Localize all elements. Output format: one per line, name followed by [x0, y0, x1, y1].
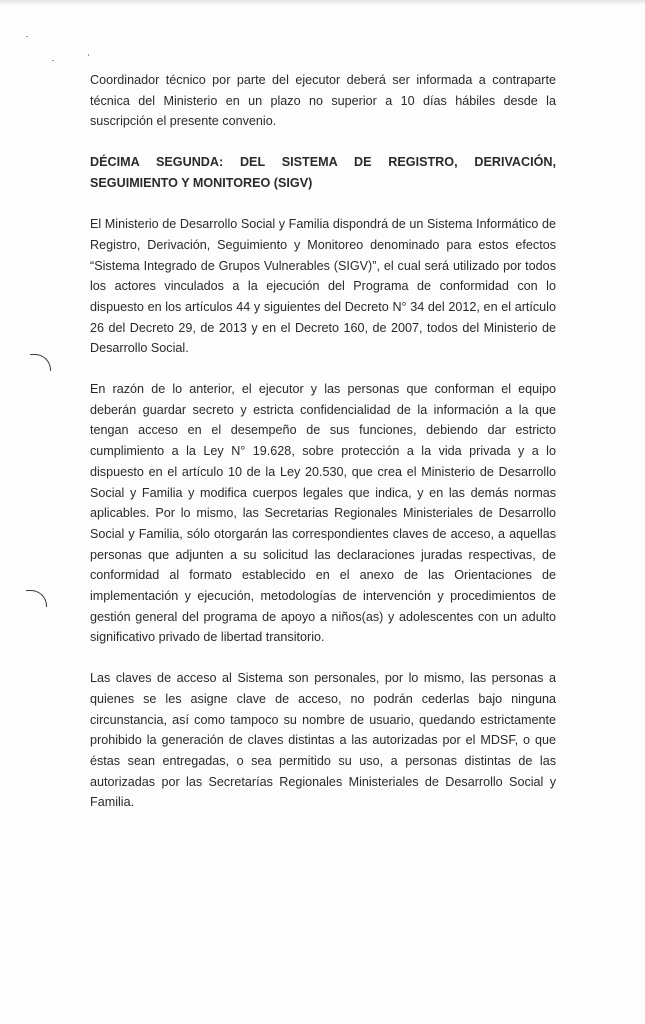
hole-punch-mark [30, 354, 51, 371]
scan-speck [88, 54, 89, 56]
paragraph-sigv: El Ministerio de Desarrollo Social y Familia dispondrá de un Sistema Informático de Registro, Derivación, Seguimiento y Monitoreo denominado para estos efectos “Sistema Integrado de Grupos Vulnerables (SIGV)”, el cual será utilizado por todos los actores vinculados a la ejecución del Programa de conformidad con lo dispuesto en los artículos 44 y siguientes del Decreto N° 34 del 2012, en el artículo 26 del Decreto 29, de 2013 y en el Decreto 160, de 2007, todos del Ministerio de Desarrollo Social. [90, 217, 556, 356]
paragraph-access-keys: Las claves de acceso al Sistema son personales, por lo mismo, las personas a quienes se les asigne clave de acceso, no podrán cederlas bajo ninguna circunstancia, así como tampoco su nombre de usuario, quedando estrictamente prohibido la generación de claves distintas a las autorizadas por el MDSF, o que éstas sean entregadas, o sea permitido su uso, a personas distintas de las autorizadas por las Secretarías Regionales Ministeriales de Desarrollo Social y Familia. [90, 671, 556, 810]
scan-top-edge [0, 0, 645, 5]
paragraph-confidentiality: En razón de lo anterior, el ejecutor y las personas que conforman el equipo deberán guardar secreto y estricta confidencialidad de la información a la que tengan acceso en el desempeño de sus funciones, debiendo dar estricto cumplimiento a la Ley N° 19.628, sobre protección a la vida privada y a lo dispuesto en el artículo 10 de la Ley 20.530, que crea el Ministerio de Desarrollo Social y Familia y modifica cuerpos legales que indica, y en las demás normas aplicables. Por lo mismo, las Secretarias Regionales Ministeriales de Desarrollo Social y Familia, sólo otorgarán las correspondientes claves de acceso, a aquellas personas que adjunten a su solicitud las declaraciones juradas respectivas, de conformidad al formato establecido en el anexo de las Orientaciones de implementación y ejecución, metodologías de intervención y procedimientos de gestión general del programa de apoyo a niños(as) y adolescentes con un adulto significativo privado de libertad transitorio. [90, 382, 556, 645]
section-heading: DÉCIMA SEGUNDA: DEL SISTEMA DE REGISTRO, DERIVACIÓN, SEGUIMIENTO Y MONITOREO (SIGV) [90, 155, 556, 191]
scan-speck [52, 60, 54, 61]
hole-punch-mark [26, 590, 47, 607]
paragraph-intro: Coordinador técnico por parte del ejecutor deberá ser informada a contraparte técnica del Ministerio en un plazo no superior a 10 días hábiles desde la suscripción el presente convenio. [90, 73, 556, 129]
scan-speck [26, 36, 28, 37]
document-body [90, 70, 556, 813]
